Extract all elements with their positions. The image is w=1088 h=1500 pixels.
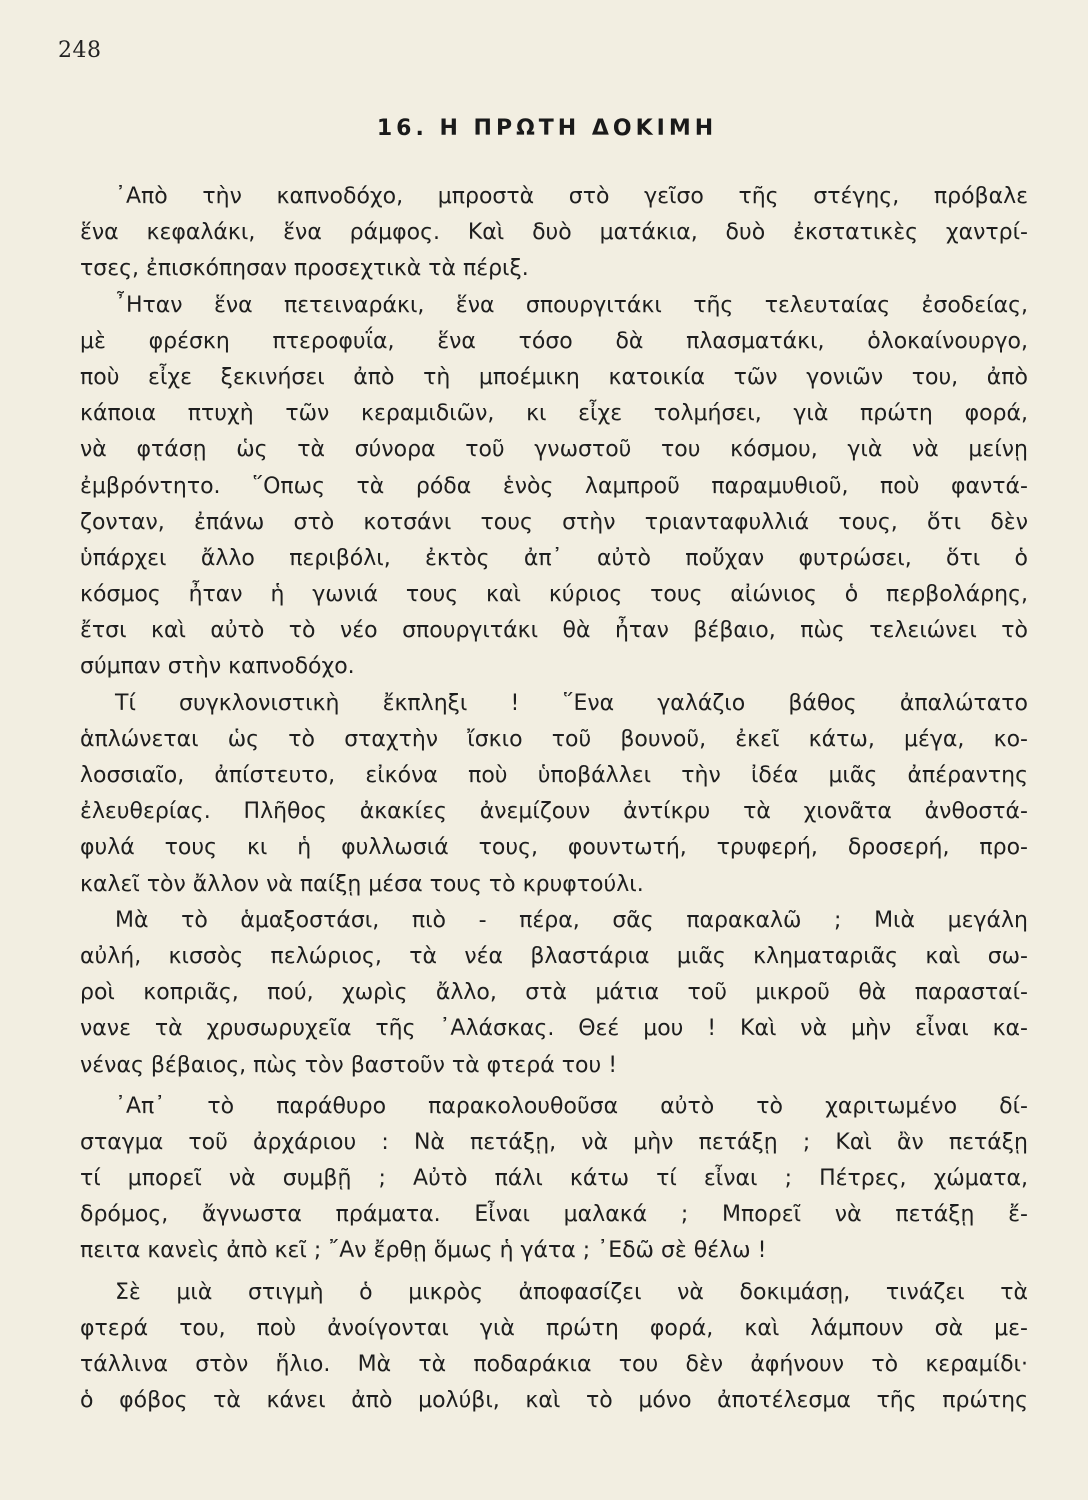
text-line: τάλλινα στὸν ἥλιο. Μὰ τὰ ποδαράκια του δὲν ἀφήνουν τὸ κεραμίδι· [80,1352,1028,1377]
paragraph-1 [80,179,1028,288]
text-line: φτερά του, ποὺ ἀνοίγονται γιὰ πρώτη φορά, καὶ λάμπουν σὰ με- [80,1315,1028,1341]
text-line: ἐμβρόντητο. ῞Οπως τὰ ρόδα ἑνὸς λαμπροῦ παραμυθιοῦ, ποὺ φαντά- [80,473,1028,499]
text-line: Μὰ τὸ ἁμαξοστάσι, πιὸ - πέρα, σᾶς παρακαλῶ ; Μιὰ μεγάλη [115,907,1028,933]
text-line: Τί συγκλονιστικὴ ἔκπληξι ! ῞Ενα γαλάζιο βάθος ἀπαλώτατο [115,690,1028,716]
text-line: τί μπορεῖ νὰ συμβῇ ; Αὐτὸ πάλι κάτω τί εἶναι ; Πέτρες, χώματα, [80,1166,1028,1192]
text-line: νένας βέβαιος, πὼς τὸν βαστοῦν τὰ φτερά του ! [80,1052,618,1078]
text-line: Σὲ μιὰ στιγμὴ ὁ μικρὸς ἀποφασίζει νὰ δοκιμάσῃ, τινάζει τὰ [115,1279,1028,1305]
text-line: ζονταν, ἐπάνω στὸ κοτσάνι τους στὴν τριανταφυλλιά τους, ὅτι δὲν [80,509,1028,535]
text-line: ἐλευθερίας. Πλῆθος ἀκακίες ἀνεμίζουν ἀντίκρυ τὰ χιονᾶτα ἀνθοστά- [80,799,1028,825]
paragraph-4 [80,903,1028,1084]
text-line: λοσσιαῖο, ἀπίστευτο, εἰκόνα ποὺ ὑποβάλλει τὴν ἰδέα μιᾶς ἀπέραντης [80,763,1028,788]
text-line: σταγμα τοῦ ἀρχάριου : Νὰ πετάξῃ, νὰ μὴν πετάξῃ ; Καὶ ἂν πετάξῃ [80,1129,1028,1155]
text-line: ὁ φόβος τὰ κάνει ἀπὸ μολύβι, καὶ τὸ μόνο ἀποτέλεσμα τῆς πρώτης [80,1388,1028,1414]
text-line: νανε τὰ χρυσωρυχεῖα τῆς ᾿Αλάσκας. Θεέ μου ! Καὶ νὰ μὴν εἶναι κα- [80,1016,1028,1042]
text-line: ὑπάρχει ἄλλο περιβόλι, ἐκτὸς ἀπ᾿ αὐτὸ ποὔχαν φυτρώσει, ὅτι ὁ [80,545,1028,571]
chapter-title: 16. Η ΠΡΩΤΗ ΔΟΚΙΜΗ [376,116,718,141]
text-line: ἔτσι καὶ αὐτὸ τὸ νέο σπουργιτάκι θὰ ἦταν βέβαιο, πὼς τελειώνει τὸ [80,618,1028,644]
text-line: τσες, ἐπισκόπησαν προσεχτικὰ τὰ πέριξ. [80,256,529,282]
text-line: νὰ φτάσῃ ὡς τὰ σύνορα τοῦ γνωστοῦ του κόσμου, γιὰ νὰ μείνῃ [80,437,1028,463]
paragraph-2 [80,288,1028,686]
text-line: φυλά τους κι ἡ φυλλωσιά τους, φουντωτή, τρυφερή, δροσερή, προ- [80,835,1028,861]
text-line: αὐλή, κισσὸς πελώριος, τὰ νέα βλαστάρια μιᾶς κληματαριᾶς καὶ σω- [80,943,1028,969]
text-line: ροὶ κοπριᾶς, πού, χωρὶς ἄλλο, στὰ μάτια τοῦ μικροῦ θὰ παρασταί- [80,980,1028,1006]
text-line: σύμπαν στὴν καπνοδόχο. [80,654,355,680]
text-line: δρόμος, ἄγνωστα πράματα. Εἶναι μαλακά ; Μπορεῖ νὰ πετάξῃ ἔ- [80,1202,1028,1228]
paragraph-3 [80,686,1028,903]
text-line: καλεῖ τὸν ἄλλον νὰ παίξῃ μέσα τους τὸ κρυφτούλι. [80,871,644,897]
paragraph-5 [80,1089,1028,1270]
text-line: ἕνα κεφαλάκι, ἕνα ράμφος. Καὶ δυὸ ματάκια, δυὸ ἐκστατικὲς χαντρί- [80,220,1028,246]
body-text [80,179,1028,1419]
text-line: μὲ φρέσκη πτεροφυΐα, ἕνα τόσο δὰ πλασματάκι, ὁλοκαίνουργο, [80,328,1028,354]
text-line: ᾿Απ᾿ τὸ παράθυρο παρακολουθοῦσα αὐτὸ τὸ χαριτωμένο δί- [115,1093,1028,1119]
paragraph-6 [80,1275,1028,1420]
text-line: ἁπλώνεται ὡς τὸ σταχτὴν ἴσκιο τοῦ βουνοῦ, ἐκεῖ κάτω, μέγα, κο- [80,726,1028,752]
text-line: ῏Ηταν ἕνα πετειναράκι, ἕνα σπουργιτάκι τῆς τελευταίας ἐσοδείας, [115,292,1028,318]
text-line: κόσμος ἦταν ἡ γωνιά τους καὶ κύριος τους αἰώνιος ὁ περβολάρης, [80,582,1028,608]
text-line: κάποια πτυχὴ τῶν κεραμιδιῶν, κι εἶχε τολμήσει, γιὰ πρώτη φορά, [80,401,1028,427]
text-line: πειτα κανεὶς ἀπὸ κεῖ ; ῎Αν ἔρθῃ ὅμως ἡ γάτα ; ᾿Εδῶ σὲ θέλω ! [80,1238,767,1264]
page-number: 248 [58,38,102,63]
text-line: ποὺ εἶχε ξεκινήσει ἀπὸ τὴ μποέμικη κατοικία τῶν γονιῶν του, ἀπὸ [80,364,1028,390]
text-line: ᾿Απὸ τὴν καπνοδόχο, μπροστὰ στὸ γεῖσο τῆς στέγης, πρόβαλε [115,184,1028,209]
